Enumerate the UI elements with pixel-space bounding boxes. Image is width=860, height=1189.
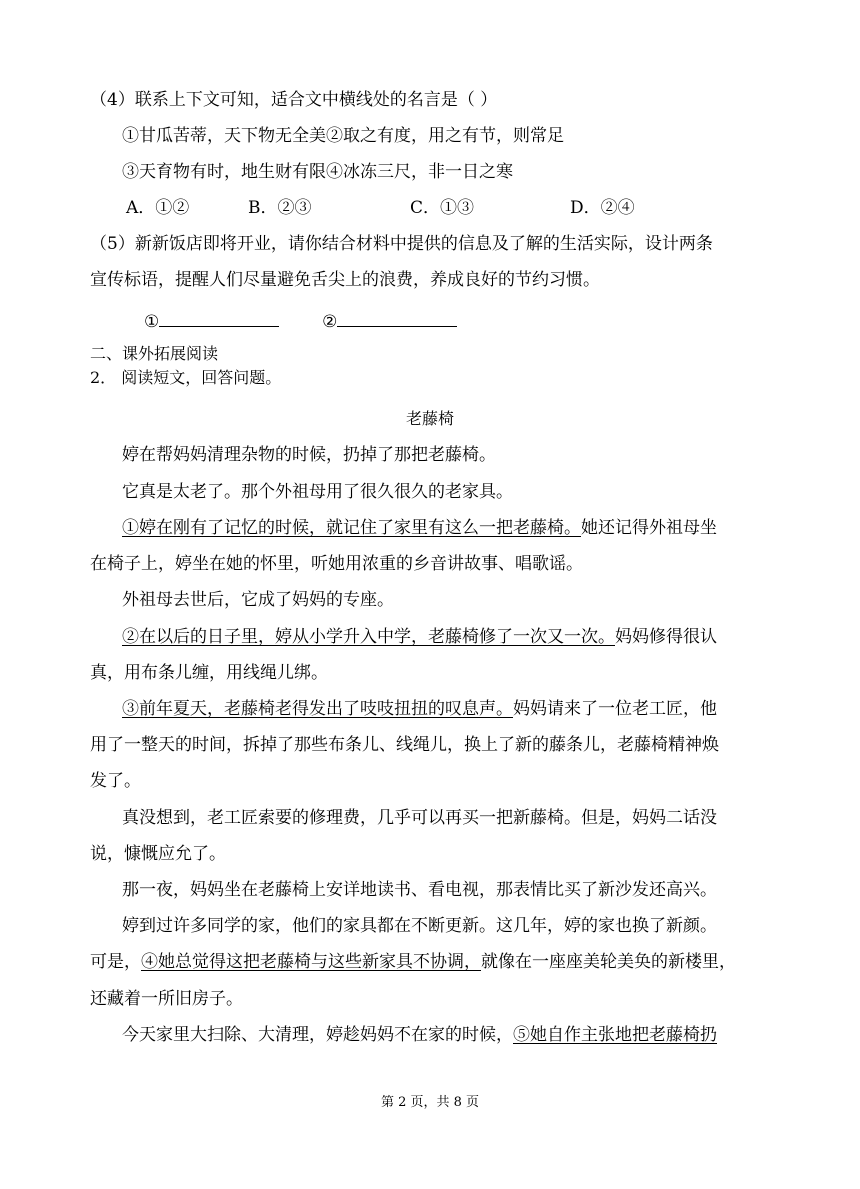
passage-p1: 婷在帮妈妈清理杂物的时候，扔掉了那把老藤椅。 [122, 445, 496, 465]
passage-p9-line2 [90, 950, 736, 974]
underlined-sentence-3: ③前年夏天，老藤椅老得发出了吱吱扭扭的叹息声。 [122, 699, 513, 719]
passage-p3-line1 [122, 516, 717, 540]
page-footer: 第 2 页，共 8 页 [380, 1095, 480, 1110]
q4-choice-b: B．②③ [248, 198, 312, 218]
passage-p3-rest: 她还记得外祖母坐 [581, 518, 717, 538]
q5-blank2-line[interactable] [337, 308, 457, 327]
passage-p10-line1 [122, 1023, 717, 1047]
section2-heading: 二、课外拓展阅读 [90, 344, 219, 363]
q5-blank1-label: ① [144, 312, 160, 332]
underlined-sentence-1: ①婷在刚有了记忆的时候，就记住了家里有这么一把老藤椅。 [122, 518, 581, 538]
passage-p10-pre: 今天家里大扫除、大清理，婷趁妈妈不在家的时候， [122, 1025, 513, 1045]
passage-p9-line1: 婷到过许多同学的家，他们的家具都在不断更新。这几年，婷的家也换了新颜。 [122, 916, 717, 936]
q4-stem: （4）联系上下文可知，适合文中横线处的名言是（ ） [90, 90, 498, 110]
passage-title: 老藤椅 [405, 409, 454, 428]
q5-blank1-line[interactable] [159, 308, 279, 327]
passage-p5-rest: 妈妈修得很认 [615, 627, 717, 647]
passage-p9-pre: 可是， [90, 952, 141, 972]
q4-options-line2: ③天育物有时，地生财有限④冰冻三尺，非一日之寒 [122, 162, 513, 182]
passage-p5-line2: 真，用布条儿缠，用线绳儿绑。 [90, 663, 328, 683]
q5-answer-blanks [144, 308, 457, 334]
underlined-sentence-4: ④她总觉得这把老藤椅与这些新家具不协调， [141, 952, 481, 972]
passage-p7-line2: 说，慷慨应允了。 [90, 844, 226, 864]
q4-options-line1: ①甘瓜苦蒂，天下物无全美②取之有度，用之有节，则常足 [122, 126, 564, 146]
passage-p6-line3: 发了。 [90, 771, 141, 791]
q5-line1: （5）新新饭店即将开业，请你结合材料中提供的信息及了解的生活实际，设计两条 [90, 234, 713, 254]
passage-p6-rest: 妈妈请来了一位老工匠，他 [513, 699, 717, 719]
underlined-sentence-2: ②在以后的日子里，婷从小学升入中学，老藤椅修了一次又一次。 [122, 627, 615, 647]
passage-p2: 它真是太老了。那个外祖母用了很久很久的老家具。 [122, 482, 513, 502]
passage-p4: 外祖母去世后，它成了妈妈的专座。 [122, 590, 394, 610]
passage-p9-line3: 还藏着一所旧房子。 [90, 989, 243, 1009]
passage-p9-rest: 就像在一座座美轮美奂的新楼里， [481, 952, 736, 972]
passage-p6-line1 [122, 697, 717, 721]
passage-p6-line2: 用了一整天的时间，拆掉了那些布条儿、线绳儿，换上了新的藤条儿，老藤椅精神焕 [90, 735, 719, 755]
q5-line2: 宣传标语，提醒人们尽量避免舌尖上的浪费，养成良好的节约习惯。 [90, 270, 600, 290]
underlined-sentence-5: ⑤她自作主张地把老藤椅扔 [513, 1025, 717, 1045]
q5-blank2-label: ② [322, 312, 338, 332]
q4-choice-a: A．①② [126, 198, 190, 218]
q4-choice-c: C．①③ [410, 198, 475, 218]
q4-choice-d: D．②④ [570, 198, 635, 218]
passage-p8: 那一夜，妈妈坐在老藤椅上安详地读书、看电视，那表情比买了新沙发还高兴。 [122, 880, 717, 900]
q2-intro: 2． 阅读短文，回答问题。 [90, 368, 282, 387]
passage-p7-line1: 真没想到，老工匠索要的修理费，几乎可以再买一把新藤椅。但是，妈妈二话没 [122, 808, 717, 828]
passage-p3-line2: 在椅子上，婷坐在她的怀里，听她用浓重的乡音讲故事、唱歌谣。 [90, 554, 583, 574]
passage-p5-line1 [122, 625, 717, 649]
